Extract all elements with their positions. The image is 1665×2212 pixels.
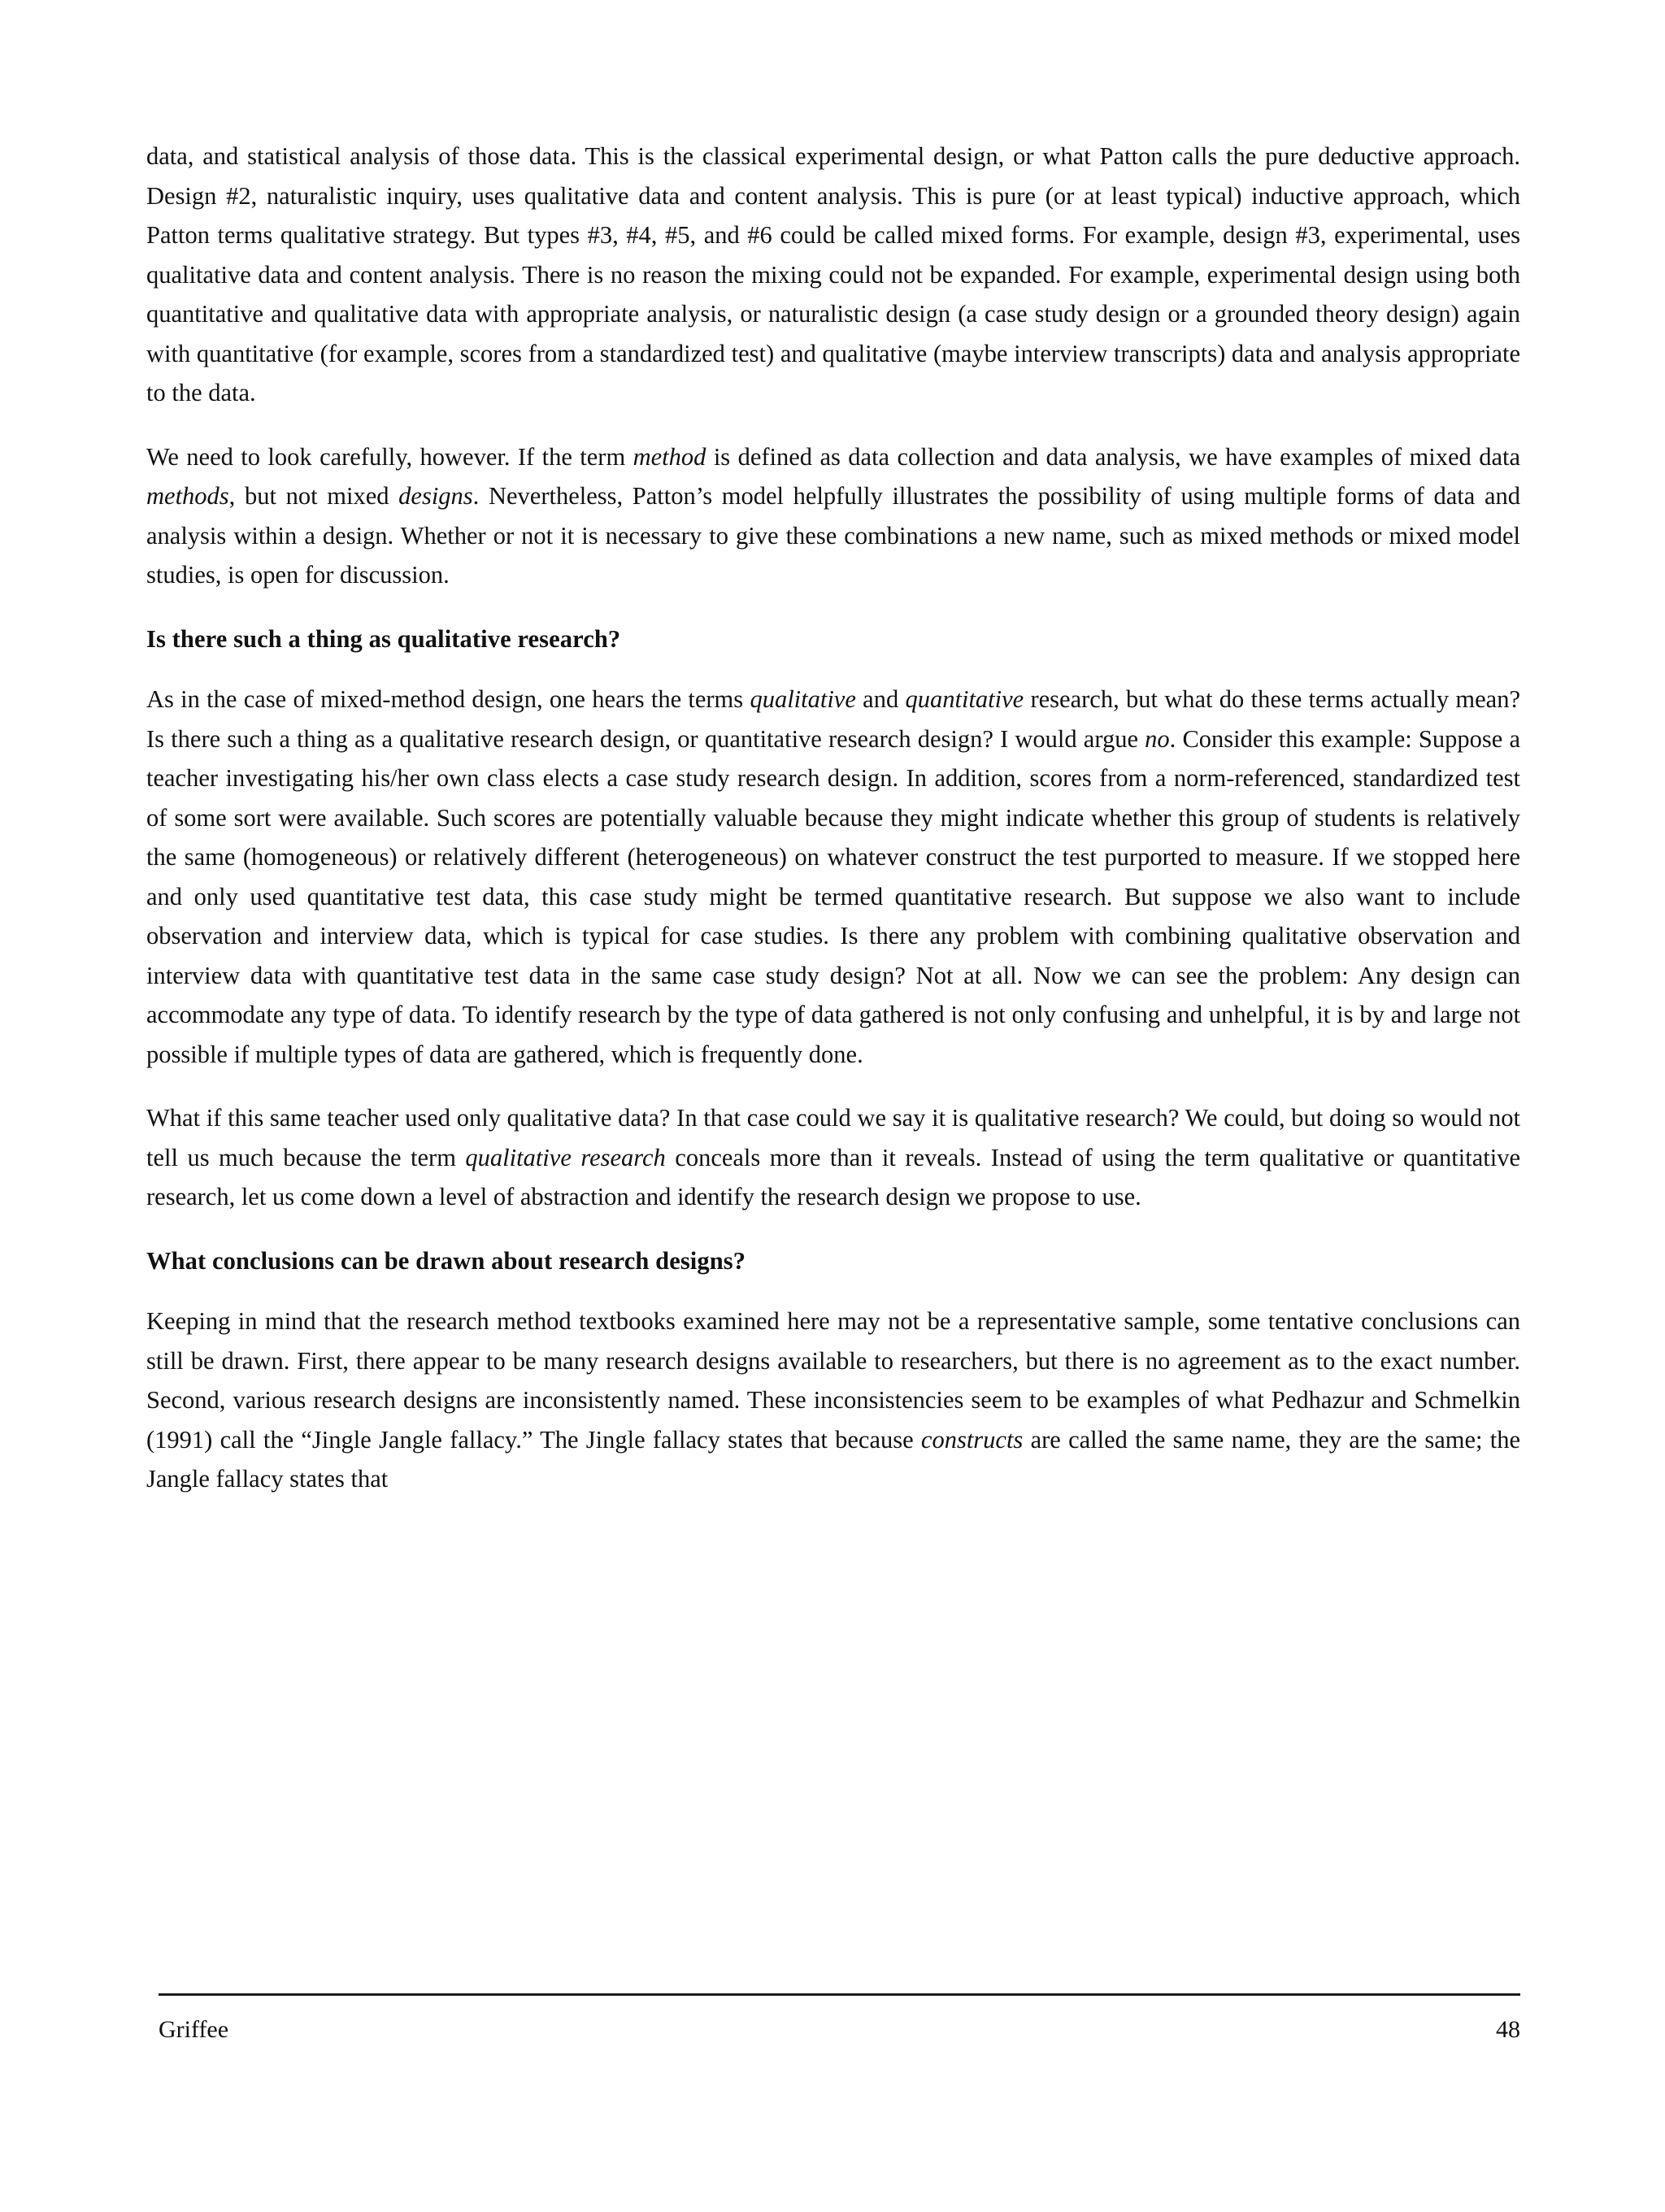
text-run: What if this same teacher used only qualitative data? In that case could we say it is qualitative research? We could, but doing so would not tell us much because the term: [146, 1104, 1520, 1171]
emphasis-quantitative: quantitative: [905, 685, 1024, 713]
text-run: Keeping in mind that the research method textbooks examined here may not be a representative sample, some tentative conclusions can still be drawn. First, there appear to be many research designs available to researchers, but there is no agreement as to the exact number. Second, various research designs are inconsistently named. These inconsistencies seem to be examples of what Pedhazur and Schmelkin (1991) call the “Jingle Jangle fallacy.” The Jingle fallacy states that because: [146, 1307, 1520, 1454]
text-run: conceals more than it reveals. Instead of using the term qualitative or quantitative research, let us come down a level of abstraction and identify the research design we propose to use.: [146, 1143, 1520, 1210]
page-footer: [159, 1993, 1520, 2091]
footer-row: [159, 2014, 1520, 2046]
emphasis-qualitative: qualitative: [750, 685, 856, 713]
text-run: research, but what do these terms actually mean? Is there such a thing as a qualitative research design, or quantitative research design? I would argue: [146, 685, 1520, 753]
emphasis-no: no: [1145, 724, 1170, 753]
paragraph-1: data, and statistical analysis of those data. This is the classical experimental design, or what Patton calls the pure deductive approach. Design #2, naturalistic inquiry, uses qualitative data and content analysis. This is pure (or at least typical) inductive approach, which Patton terms qualitative strategy. But types #3, #4, #5, and #6 could be called mixed forms. For example, design #3, experimental, uses qualitative data and content analysis. There is no reason the mixing could not be expanded. For example, experimental design using both quantitative and qualitative data with appropriate analysis, or naturalistic design (a case study design or a grounded theory design) again with quantitative (for example, scores from a standardized test) and qualitative (maybe interview transcripts) data and analysis appropriate to the data.: [146, 142, 1520, 406]
section-heading-qualitative-research: Is there such a thing as qualitative research?: [146, 624, 621, 653]
footer-page-number: 48: [1496, 2016, 1520, 2043]
emphasis-designs: designs: [398, 482, 473, 510]
text-run: , but not mixed: [228, 482, 399, 510]
text-run: . Consider this example: Suppose a teacher investigating his/her own class elects a case study research design. In addition, scores from a norm-referenced, standardized test of some sort were available. Such scores are potentially valuable because they might indicate whether this group of students is relatively the same (homogeneous) or relatively different (heterogeneous) on whatever construct the test purported to measure. If we stopped here and only used quantitative test data, this case study might be termed quantitative research. But suppose we also want to include observation and interview data, which is typical for case studies. Is there any problem with combining qualitative observation and interview data with quantitative test data in the same case study design? Not at all. Now we can see the problem: Any design can accommodate any type of data. To identify research by the type of data gathered is not only confusing and unhelpful, it is by and large not possible if multiple types of data are gathered, which is frequently done.: [146, 724, 1520, 1068]
emphasis-methods: methods: [146, 482, 229, 510]
text-run: . Nevertheless, Patton’s model helpfully illustrates the possibility of using multiple forms of data and analysis within a design. Whether or not it is necessary to give these combinations a new name, such as mixed methods or mixed model studies, is open for discussion.: [146, 482, 1520, 589]
emphasis-constructs: constructs: [920, 1425, 1024, 1454]
text-run: is defined as data collection and data analysis, we have examples of mixed data: [706, 442, 1520, 471]
paragraph-3: [146, 680, 1520, 1074]
text-run: are called the same name, they are the same; the Jangle fallacy states that: [146, 1425, 1520, 1493]
paragraph-2: [146, 437, 1520, 595]
text-run: We need to look carefully, however. If the term: [146, 442, 633, 471]
paragraph-5: [146, 1302, 1520, 1499]
page-content: [146, 137, 1520, 1499]
text-run: As in the case of mixed-method design, one hears the terms: [146, 685, 750, 713]
paragraph-4: [146, 1098, 1520, 1217]
emphasis-qualitative-research: qualitative research: [465, 1143, 666, 1171]
text-run: and: [855, 685, 906, 713]
section-heading-conclusions: What conclusions can be drawn about research designs?: [146, 1246, 746, 1275]
footer-author-label: Griffee: [159, 2016, 229, 2043]
emphasis-method: method: [633, 442, 706, 471]
footer-divider: [159, 1993, 1520, 1996]
